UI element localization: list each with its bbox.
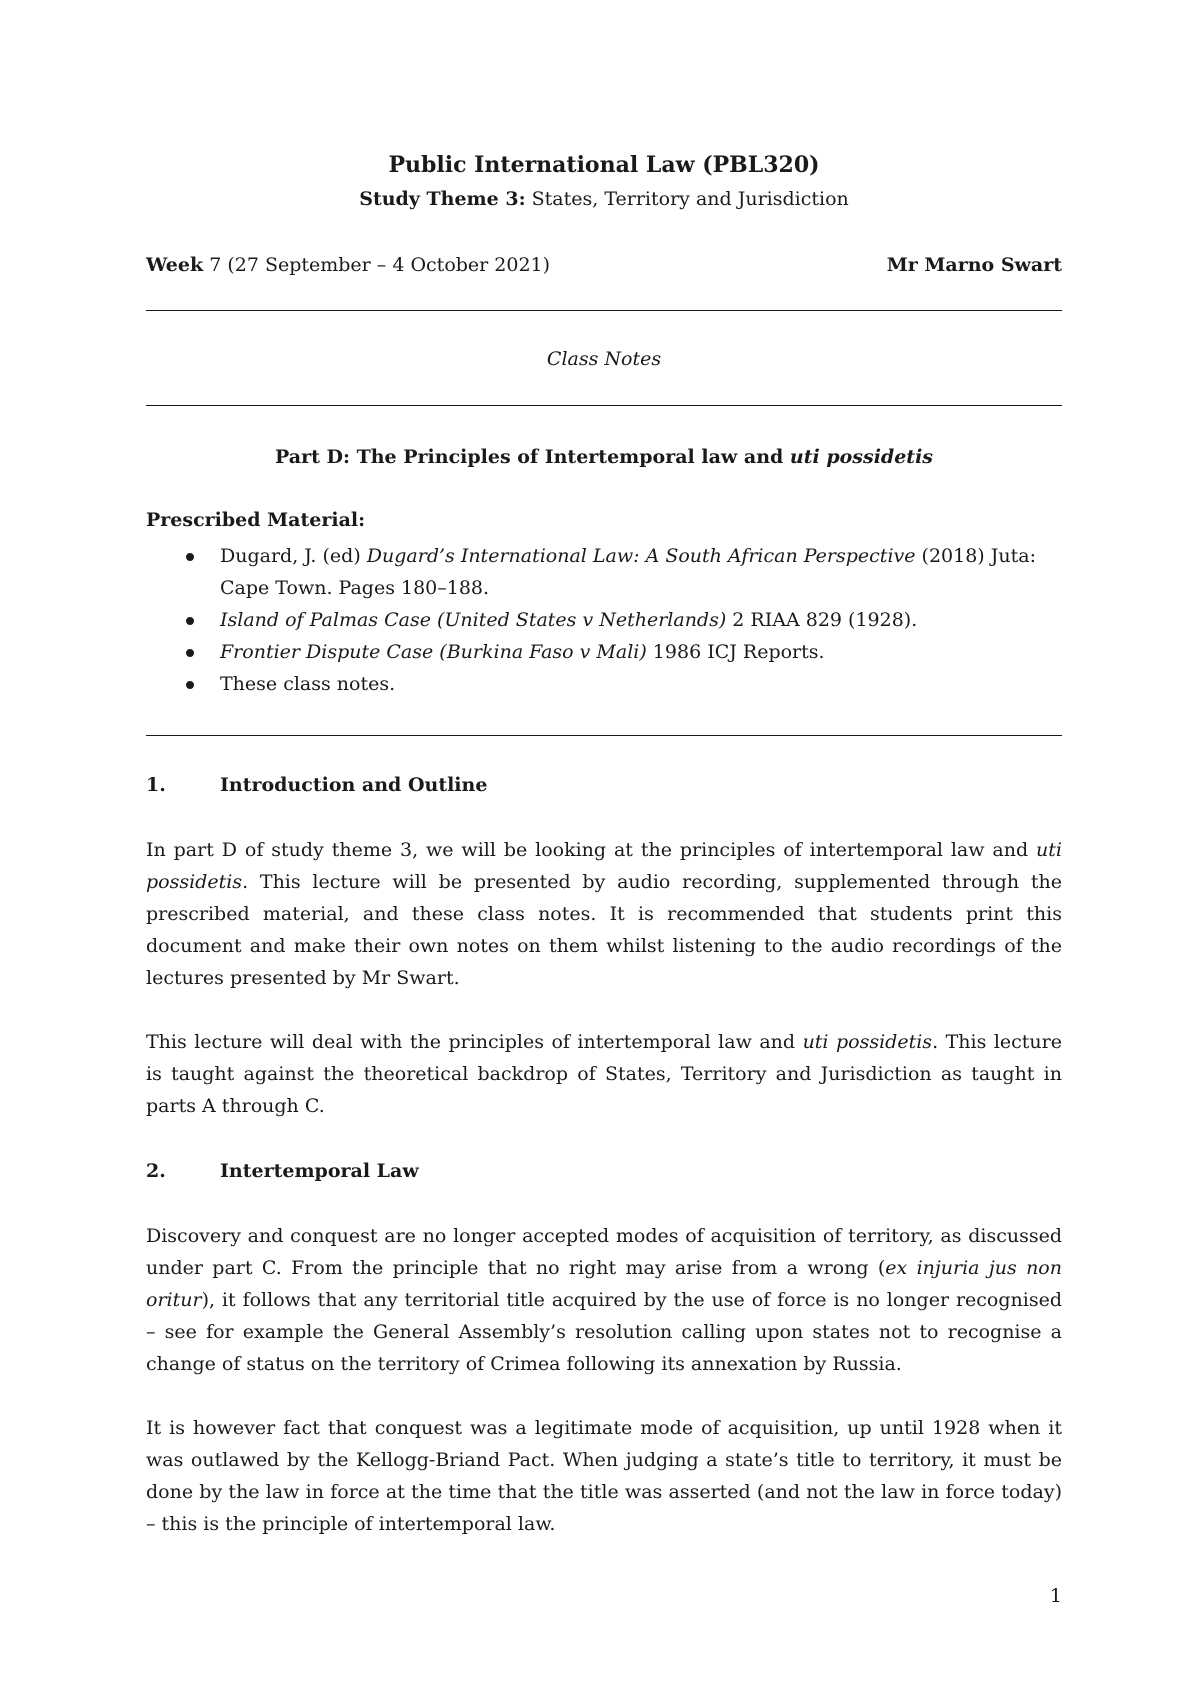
section-number: 1. [146,774,166,796]
item-post: (2018) Juta: Cape Town. Pages 180–188. [220,545,1036,599]
paragraph-text: Discovery and conquest are no longer accepted modes of acquisition of territory, as discussed under part C. From the principle that no right may arise from a wrong ( [146,1225,1062,1279]
paragraph [146,1026,1062,1122]
section-title: Intertemporal Law [220,1160,419,1182]
bullet-icon [186,681,194,689]
list-item [146,540,1062,604]
week-text: 7 (27 September – 4 October 2021) [209,254,551,276]
paragraph [146,834,1062,994]
item-italic: Island of Palmas Case (United States v Netherlands) [220,609,727,631]
lecturer-name: Mr Marno Swart [886,254,1062,276]
part-title-prefix: Part D: The Principles of Intertemporal law and [275,446,790,468]
section-heading [146,772,487,798]
paragraph [146,1220,1062,1380]
item-italic: Frontier Dispute Case (Burkina Faso v Mali) [220,641,647,663]
bullet-icon [186,649,194,657]
document-title: Public International Law (PBL320) [388,152,820,178]
section-number: 2. [146,1160,166,1182]
item-pre: Dugard, J. (ed) [220,545,367,567]
study-theme-label: Study Theme 3: [359,188,526,210]
class-notes-label: Class Notes [546,348,662,370]
week-info [146,252,550,278]
paragraph-italic: uti possidetis [146,839,1062,893]
paragraph-text: . This lecture will be presented by audio recording, supplemented through the prescribed material, and these class notes. It is recommended that students print this document and make their own notes on them whilst listening to the audio recordings of the lectures presented by Mr Swart. [146,871,1062,989]
item-post: 2 RIAA 829 (1928). [726,609,918,631]
divider-top [146,310,1062,311]
divider-middle [146,405,1062,406]
paragraph-text: In part D of study theme 3, we will be looking at the principles of intertemporal law and [146,839,1037,861]
list-item [146,636,1062,668]
bullet-icon [186,553,194,561]
list-item [146,604,1062,636]
study-theme-text: States, Territory and Jurisdiction [531,188,849,210]
part-title [146,444,1062,470]
paragraph-text: . This lecture is taught against the theoretical backdrop of States, Territory and Jurisdiction as taught in parts A through C. [146,1031,1062,1117]
page-number: 1 [1049,1585,1062,1607]
prescribed-material-heading: Prescribed Material: [146,509,366,531]
divider-bottom [146,735,1062,736]
item-post: 1986 ICJ Reports. [646,641,825,663]
list-item [146,668,1062,700]
paragraph-italic: ex injuria jus non oritur [146,1257,1062,1311]
paragraph-italic: uti possidetis [802,1031,933,1053]
paragraph [146,1412,1062,1540]
bullet-icon [186,617,194,625]
paragraph-text: ), it follows that any territorial title acquired by the use of force is no longer recognised – see for example the General Assembly’s resolution calling upon states not to recognise a change of status on the territory of Crimea following its annexation by Russia. [146,1289,1062,1375]
paragraph-text: It is however fact that conquest was a legitimate mode of acquisition, up until 1928 when it was outlawed by the Kellogg-Briand Pact. When judging a state’s title to territory, it must be done by the law in force at the time that the title was asserted (and not the law in force today) – this is the principle of intertemporal law. [146,1417,1062,1535]
week-line [146,252,1062,278]
week-label: Week [146,254,204,276]
paragraph-text: This lecture will deal with the principles of intertemporal law and [146,1031,803,1053]
item-pre: These class notes. [220,673,396,695]
prescribed-material-list [146,540,1062,700]
study-theme-line [146,186,1062,212]
section-title: Introduction and Outline [220,774,488,796]
part-title-italic: uti possidetis [789,446,933,468]
item-italic: Dugard’s International Law: A South African Perspective [366,545,916,567]
section-heading [146,1158,419,1184]
